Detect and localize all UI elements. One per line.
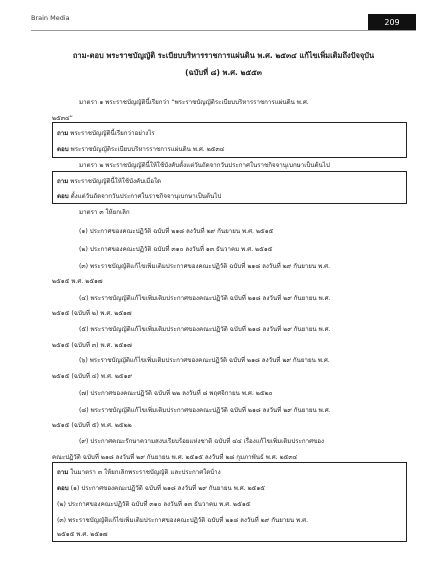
document-title-line2: (ฉบับที่ ๘) พ.ศ. ๒๕๕๓ — [185, 68, 262, 77]
section1-line1: มาตรา ๑ พระราชบัญญัตินี้เรียกว่า “พระราชบัญญัติระเบียบบริหารราชการแผ่นดิน พ.ศ. — [79, 99, 309, 106]
brand-name: Brain Media — [31, 14, 70, 22]
qa3-answer — [57, 483, 265, 493]
qa1-box — [52, 122, 407, 158]
list-item: (๒) ประกาศของคณะปฏิวัติ ฉบับที่ ๓๑๐ ลงวันที่ ๑๓ ธันวาคม พ.ศ. ๒๕๑๕ — [79, 246, 273, 253]
page-number: 209 — [368, 14, 416, 31]
section3-intro: มาตรา ๓ ให้ยกเลิก — [79, 209, 130, 216]
question-label: ถาม — [57, 178, 69, 185]
section2-text: มาตรา ๒ พระราชบัญญัตินี้ให้ใช้บังคับตั้งแต่วันถัดจากวันประกาศในราชกิจจานุเบกษาเป็นต้นไป — [79, 162, 330, 169]
qa1-question — [57, 128, 155, 138]
document-title-line1: ถาม-ตอบ พระราชบัญญัติ ระเบียบบริหารราชการแผ่นดิน พ.ศ. ๒๕๓๔ แก้ไขเพิ่มเติมถึงปัจจุบัน — [72, 51, 375, 60]
list-item-cont: ๒๕๑๕ (ฉบับที่ ๒) พ.ศ. ๒๕๑๗ — [52, 310, 132, 317]
answer-label: ตอบ — [57, 193, 69, 200]
qa1-answer — [57, 144, 224, 154]
list-item: (๘) พระราชบัญญัติแก้ไขเพิ่มเติมประกาศของคณะปฏิวัติ ฉบับที่ ๒๑๘ ลงวันที่ ๒๙ กันยายน พ.ศ. — [79, 407, 331, 414]
list-item: (๙) ประกาศคณะรักษาความสงบเรียบร้อยแห่งชาติ ฉบับที่ ๔๔ เรื่องแก้ไขเพิ่มเติมประกาศของ — [79, 438, 325, 445]
question-text: พระราชบัญญัตินี้ให้ใช้บังคับเมื่อใด — [70, 178, 162, 185]
answer-text: ตั้งแต่วันถัดจากวันประกาศในราชกิจจานุเบกษาเป็นต้นไป — [70, 193, 222, 200]
list-item-cont: ๒๕๑๕ (ฉบับที่ ๔) พ.ศ. ๒๕๑๙ — [52, 373, 133, 380]
list-item: (๓) พระราชบัญญัติแก้ไขเพิ่มเติมประกาศของคณะปฏิวัติ ฉบับที่ ๒๑๘ ลงวันที่ ๒๙ กันยายน พ.ศ. — [79, 263, 331, 270]
qa3-question — [57, 467, 221, 477]
qa3-box — [52, 462, 407, 542]
answer-text: (๑) ประกาศของคณะปฏิวัติ ฉบับที่ ๒๑๘ ลงวันที่ ๒๙ กันยายน พ.ศ. ๒๕๑๕ — [70, 485, 265, 492]
qa2-answer — [57, 191, 221, 201]
list-item-cont: ๒๕๑๕ (ฉบับที่ ๕) พ.ศ. ๒๕๒๒ — [52, 422, 132, 429]
answer-line: ๒๕๑๕ พ.ศ. ๒๕๑๗ — [57, 531, 108, 538]
list-item-cont: ๒๕๑๕ พ.ศ. ๒๕๑๗ — [52, 278, 103, 285]
list-item: (๗) ประกาศของคณะปฏิวัติ ฉบับที่ ๒๒ ลงวันที่ ๘ พฤศจิกายน พ.ศ. ๒๕๒๐ — [79, 390, 273, 397]
list-item-cont: ๒๕๑๕ (ฉบับที่ ๓) พ.ศ. ๒๕๑๗ — [52, 342, 132, 349]
list-item: (๖) พระราชบัญญัติแก้ไขเพิ่มเติมประกาศของคณะปฏิวัติ ฉบับที่ ๒๑๘ ลงวันที่ ๒๙ กันยายน พ.ศ. — [79, 357, 330, 364]
qa2-box — [52, 171, 407, 204]
qa2-question — [57, 176, 161, 186]
answer-label: ตอบ — [57, 485, 69, 492]
answer-line: (๓) พระราชบัญญัติแก้ไขเพิ่มเติมประกาศของคณะปฏิวัติ ฉบับที่ ๒๑๘ ลงวันที่ ๒๙ กันยายน พ.ศ. — [57, 517, 309, 524]
header-rule — [31, 30, 416, 31]
answer-text: พระราชบัญญัติระเบียบบริหารราชการแผ่นดิน พ.ศ. ๒๕๓๔ — [70, 146, 225, 153]
answer-label: ตอบ — [57, 146, 69, 153]
list-item: (๔) พระราชบัญญัติแก้ไขเพิ่มเติมประกาศของคณะปฏิวัติ ฉบับที่ ๒๑๘ ลงวันที่ ๒๙ กันยายน พ.ศ. — [79, 295, 331, 302]
section1-line2: ๒๕๓๔” — [52, 115, 73, 122]
question-text: พระราชบัญญัตินี้เรียกว่าอย่างไร — [70, 130, 155, 137]
list-item: (๕) พระราชบัญญัติแก้ไขเพิ่มเติมประกาศของคณะปฏิวัติ ฉบับที่ ๒๑๘ ลงวันที่ ๒๙ กันยายน พ.ศ. — [79, 326, 331, 333]
list-item-cont: คณะปฏิวัติ ฉบับที่ ๒๑๘ ลงวันที่ ๒๙ กันยายน พ.ศ. ๒๕๑๕ ลงวันที่ ๒๘ กุมภาพันธ์ พ.ศ. ๒๕๓๔ — [52, 454, 298, 461]
question-text: ในมาตรา ๓ ให้ยกเลิกพระราชบัญญัติ และประกาศใดบ้าง — [70, 469, 221, 476]
question-label: ถาม — [57, 130, 69, 137]
answer-line: (๒) ประกาศของคณะปฏิวัติ ฉบับที่ ๓๑๐ ลงวันที่ ๑๓ ธันวาคม พ.ศ. ๒๕๑๕ — [57, 501, 251, 508]
list-item: (๑) ประกาศของคณะปฏิวัติ ฉบับที่ ๒๑๘ ลงวันที่ ๒๙ กันยายน พ.ศ. ๒๕๑๕ — [79, 228, 274, 235]
question-label: ถาม — [57, 469, 69, 476]
